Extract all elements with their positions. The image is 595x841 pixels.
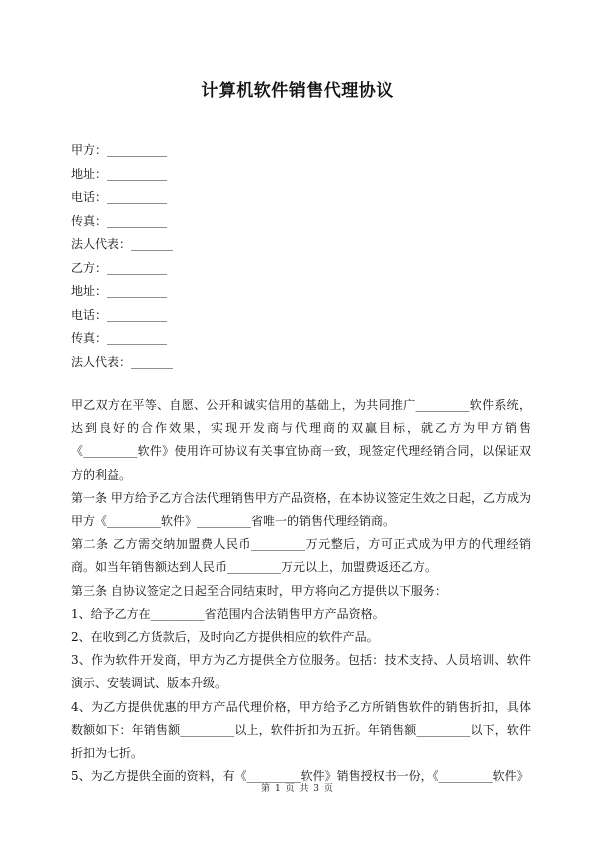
paragraph-service-2: 2、在收到乙方货款后，及时向乙方提供相应的软件产品。 xyxy=(71,630,379,645)
party-a-name: 甲方：__________ xyxy=(71,143,168,157)
party-info-block xyxy=(71,139,531,374)
paragraph-article-3: 第三条 自协议签定之日起至合同结束时，甲方将向乙方提供以下服务： xyxy=(71,583,447,598)
document-title: 计算机软件销售代理协议 xyxy=(201,81,394,101)
party-a-phone: 电话：__________ xyxy=(71,190,168,204)
party-a-fax: 传真：__________ xyxy=(71,213,168,228)
party-b-address: 地址：__________ xyxy=(71,284,168,298)
page-footer: 第 1 页 共 3 页 xyxy=(261,784,334,794)
paragraph-service-5: 5、为乙方提供全面的资料，有《_________软件》销售授权书一份，《_________软件》 xyxy=(71,769,529,784)
paragraph-article-1: 第一条 甲方给予乙方合法代理销售甲方产品资格，在本协议签定生效之日起，乙方成为甲方《_________软件》_________省唯一的销售代理经销商。 xyxy=(71,490,531,529)
paragraph-service-1: 1、给予乙方在_________省范围内合法销售甲方产品资格。 xyxy=(71,606,385,621)
party-a-legal-rep: 法人代表：_______ xyxy=(71,237,174,251)
party-b-name: 乙方：__________ xyxy=(71,260,168,275)
paragraph-service-4: 4、为乙方提供优惠的甲方产品代理价格，甲方给予乙方所销售软件的销售折扣，具体数额如下：年销售额_________以上，软件折扣为五折。年销售额_________以下，软件折扣为七折。 xyxy=(71,699,531,761)
paragraph-service-3: 3、作为软件开发商，甲方为乙方提供全方位服务。包括：技术支持、人员培训、软件演示、安装调试、版本升级。 xyxy=(71,653,531,691)
party-b-fax: 传真：__________ xyxy=(71,331,168,345)
paragraph-intro: 甲乙双方在平等、自愿、公开和诚实信用的基础上，为共同推广_________软件系统，达到良好的合作效果，实现开发商与代理商的双赢目标，就乙方为甲方销售《_________软件》使用许可协议有关事宜协商一致，现签定代理经销合同，以保证双方的利益。 xyxy=(71,398,531,482)
party-b-phone: 电话：__________ xyxy=(71,307,168,322)
party-b-legal-rep: 法人代表：_______ xyxy=(71,354,174,369)
paragraph-article-2: 第二条 乙方需交纳加盟费人民币_________万元整后，方可正式成为甲方的代理经销商。如当年销售额达到人民币_________万元以上，加盟费返还乙方。 xyxy=(71,537,531,575)
agreement-body xyxy=(71,394,531,788)
party-a-address: 地址：__________ xyxy=(71,166,168,181)
